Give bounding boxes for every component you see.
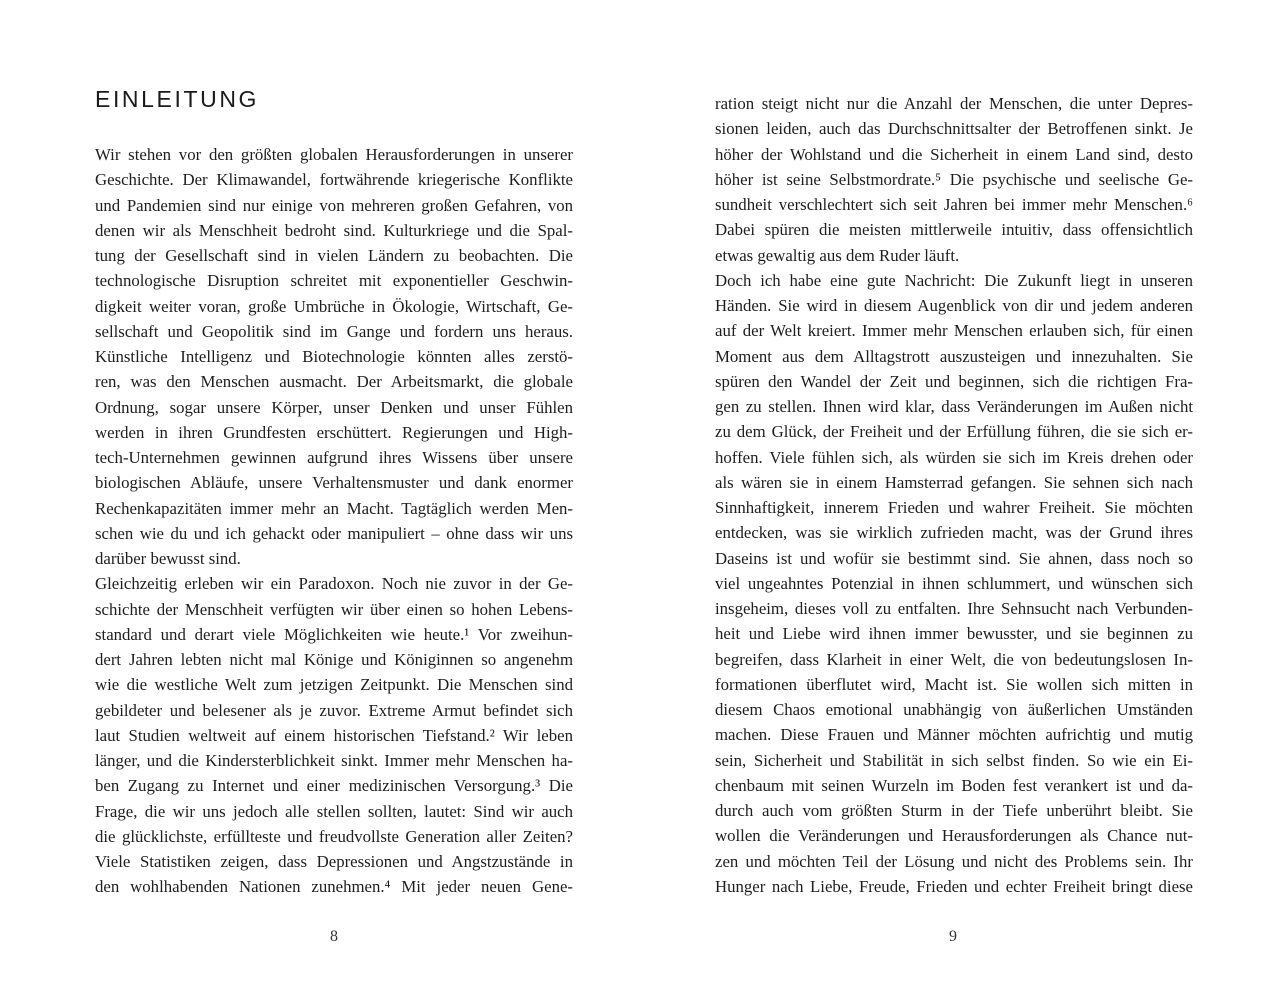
text-line: gebildeter und belesener als je zuvor. Extreme Armut befindet sich — [95, 700, 573, 720]
text-line: digkeit weiter voran, große Umbrüche in Ökologie, Wirtschaft, Ge- — [95, 296, 573, 316]
text-line: ben Zugang zu Internet und einer medizinischen Versorgung.³ Die — [95, 776, 573, 796]
text-line: Künstliche Intelligenz und Biotechnologie könnten alles zerstö- — [95, 347, 573, 366]
text-line: viel ungeahntes Potenzial in ihnen schlummert, und wünschen sich — [715, 573, 1193, 593]
text-line: Sinnhaftigkeit, innerem Frieden und wahrer Freiheit. Sie möchten — [715, 498, 1193, 517]
text-line: sellschaft und Geopolitik sind im Gange und fordern uns heraus. — [95, 321, 573, 341]
text-line: wie die westliche Welt zum jetzigen Zeitpunkt. Die Menschen sind — [95, 675, 573, 695]
text-line: ration steigt nicht nur die Anzahl der Menschen, die unter Depres- — [715, 94, 1193, 113]
text-line: Doch ich habe eine gute Nachricht: Die Zukunft liegt in unseren — [715, 270, 1193, 290]
text-line: begreifen, dass Klarheit in einer Welt, die von bedeutungslosen In- — [715, 649, 1193, 669]
text-line: zu dem Glück, der Freiheit und der Erfüllung führen, die sie sich er- — [715, 422, 1193, 442]
text-line: Viele Statistiken zeigen, dass Depressionen und Angstzustände in — [95, 852, 573, 871]
text-line: gen zu stellen. Ihnen wird klar, dass Veränderungen im Außen nicht — [715, 397, 1193, 416]
text-line: standard und derart viele Möglichkeiten wie heute.¹ Vor zweihun- — [95, 624, 573, 644]
chapter-title: EINLEITUNG — [95, 86, 260, 112]
text-line: tung der Gesellschaft sind in vielen Ländern zu beobachten. Die — [95, 246, 573, 265]
text-line: die glücklichste, erfüllteste und freudvollste Generation aller Zeiten? — [95, 826, 573, 846]
text-line: entdecken, was sie wirklich zufrieden macht, was der Grund ihres — [715, 523, 1193, 543]
page-number-left: 8 — [330, 928, 338, 945]
text-line: dert Jahren lebten nicht mal Könige und Königinnen so angenehm — [95, 650, 573, 669]
text-line: Moment aus dem Alltagstrott auszusteigen und innezuhalten. Sie — [715, 346, 1193, 366]
text-line: schichte der Menschheit verfügten wir über einen so hohen Lebens- — [95, 599, 573, 619]
text-line: technologische Disruption schreitet mit exponentieller Geschwin- — [95, 271, 573, 291]
text-line: sundheit verschlechtert sich seit Jahren bei immer mehr Menschen.⁶ — [715, 195, 1193, 214]
text-line: zen und möchten Teil der Lösung und nicht des Problems sein. Ihr — [715, 851, 1193, 871]
text-line: Gleichzeitig erleben wir ein Paradoxon. Noch nie zuvor in der Ge- — [95, 574, 573, 594]
text-line: wollen die Veränderungen und Herausforderungen als Chance nut- — [715, 826, 1193, 846]
page-number-right: 9 — [949, 928, 957, 945]
text-line: denen wir als Menschheit bedroht sind. Kulturkriege und die Spal- — [95, 220, 573, 240]
text-line: darüber bewusst sind. — [95, 549, 241, 568]
text-line: Frage, die wir uns jedoch alle stellen sollten, lautet: Sind wir auch — [95, 801, 573, 821]
text-line: werden in ihren Grundfesten erschüttert. Regierungen und High- — [95, 422, 573, 442]
text-line: Daseins ist und wofür sie bestimmt sind. Sie ahnen, dass noch so — [715, 548, 1193, 568]
text-line: länger, und die Kindersterblichkeit sinkt. Immer mehr Menschen ha- — [95, 751, 573, 770]
text-line: höher ist seine Selbstmordrate.⁵ Die psychische und seelische Ge- — [715, 169, 1193, 189]
text-line: Hunger nach Liebe, Freude, Frieden und echter Freiheit bringt diese — [715, 876, 1193, 896]
text-line: Geschichte. Der Klimawandel, fortwährende kriegerische Konflikte — [95, 170, 573, 190]
text-line: tech-Unternehmen gewinnen aufgrund ihres Wissens über unsere — [95, 448, 573, 467]
right-page-body-text — [715, 91, 1193, 899]
text-line: Händen. Sie wird in diesem Augenblick von dir und jedem anderen — [715, 296, 1193, 315]
text-line: etwas gewaltig aus dem Ruder läuft. — [715, 245, 960, 265]
text-line: spüren den Wandel der Zeit und beginnen, sich die richtigen Fra- — [715, 371, 1193, 391]
text-line: hoffen. Viele fühlen sich, als würden sie sich im Kreis drehen oder — [715, 447, 1193, 467]
text-line: sionen leiden, auch das Durchschnittsalter der Betroffenen sinkt. Je — [715, 119, 1193, 139]
text-line: heit und Liebe wird ihnen immer bewusster, und sie beginnen zu — [715, 624, 1193, 644]
text-line: schen wie du und ich gehackt oder manipuliert – ohne dass wir uns — [95, 523, 573, 543]
text-line: auf der Welt kreiert. Immer mehr Menschen erlauben sich, für einen — [715, 321, 1193, 341]
text-line: als wären sie in einem Hamsterrad gefangen. Sie sehnen sich nach — [715, 472, 1193, 492]
text-line: durch auch vom größten Sturm in der Tiefe unberührt bleibt. Sie — [715, 801, 1193, 820]
text-line: Wir stehen vor den größten globalen Herausforderungen in unserer — [95, 145, 573, 164]
left-page-body-text — [95, 142, 573, 900]
text-line: insgeheim, dieses voll zu entfalten. Ihre Sehnsucht nach Verbunden- — [715, 599, 1193, 618]
text-line: Dabei spüren die meisten mittlerweile intuitiv, dass offensichtlich — [715, 220, 1193, 240]
text-line: biologischen Abläufe, unsere Verhaltensmuster und dank enormer — [95, 473, 573, 493]
text-line: und Pandemien sind nur einige von mehreren großen Gefahren, von — [95, 195, 573, 215]
text-line: diesem Chaos emotional unabhängig von äußerlichen Umständen — [715, 700, 1193, 719]
text-line: sein, Sicherheit und Stabilität in sich selbst finden. So wie ein Ei- — [715, 750, 1193, 770]
text-line: höher der Wohlstand und die Sicherheit in einem Land sind, desto — [715, 144, 1193, 164]
text-line: Ordnung, sogar unsere Körper, unser Denken und unser Fühlen — [95, 397, 573, 417]
text-line: formationen überflutet wird, Macht ist. Sie wollen sich mitten in — [715, 674, 1193, 694]
text-line: laut Studien weltweit auf einem historischen Tiefstand.² Wir leben — [95, 725, 573, 745]
text-line: den wohlhabenden Nationen zunehmen.⁴ Mit jeder neuen Gene- — [95, 877, 573, 897]
text-line: Rechenkapazitäten immer mehr an Macht. Tagtäglich werden Men- — [95, 498, 573, 518]
text-line: machen. Diese Frauen und Männer möchten aufrichtig und mutig — [715, 725, 1193, 745]
text-line: chenbaum mit seinen Wurzeln im Boden fest verankert ist und da- — [715, 775, 1193, 795]
right-page — [643, 0, 1286, 1000]
text-line: ren, was den Menschen ausmacht. Der Arbeitsmarkt, die globale — [95, 372, 573, 392]
